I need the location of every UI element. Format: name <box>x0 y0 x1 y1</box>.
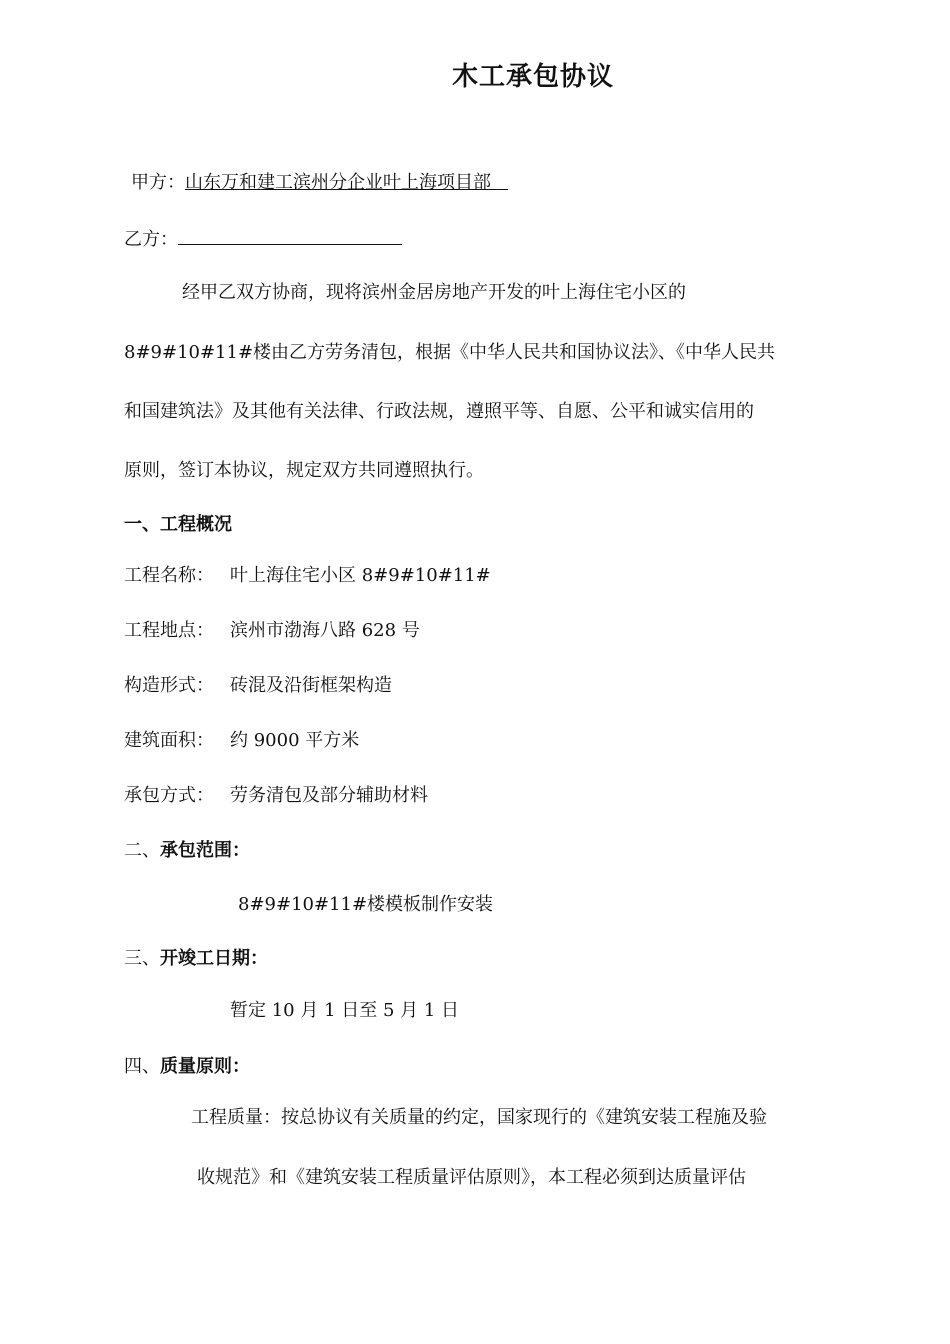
section3-title: 开竣工日期： <box>160 948 268 969</box>
section2-prefix: 二、 <box>124 840 160 861</box>
project-location-label: 工程地点： <box>124 620 214 641</box>
intro-line-3: 和国建筑法》及其他有关法律、行政法规，遵照平等、自愿、公平和诚实信用的 <box>124 401 754 422</box>
document-title: 木工承包协议 <box>452 62 615 92</box>
section4-title: 质量原则： <box>160 1056 250 1077</box>
section4-prefix: 四、 <box>124 1056 160 1077</box>
intro-line-4: 原则，签订本协议，规定双方共同遵照执行。 <box>124 460 484 481</box>
contract-method-value: 劳务清包及部分辅助材料 <box>230 785 428 806</box>
section3-heading <box>124 948 268 970</box>
party-b-line <box>124 228 402 251</box>
project-name-label: 工程名称： <box>124 565 214 586</box>
contract-method-label: 承包方式： <box>124 785 214 806</box>
project-name-value: 叶上海住宅小区 8#9#10#11# <box>230 565 491 586</box>
building-area-value: 约 9000 平方米 <box>230 730 360 751</box>
section4-heading <box>124 1056 250 1078</box>
section2-title: 承包范围： <box>160 840 250 861</box>
structure-type-label: 构造形式： <box>124 675 214 696</box>
intro-line-1: 经甲乙双方协商，现将滨州金居房地产开发的叶上海住宅小区的 <box>182 282 686 303</box>
structure-type-row <box>124 675 392 697</box>
section3-prefix: 三、 <box>124 948 160 969</box>
building-area-label: 建筑面积： <box>124 730 214 751</box>
building-area-row <box>124 730 359 752</box>
structure-type-value: 砖混及沿街框架构造 <box>230 675 392 696</box>
project-location-row <box>124 620 420 642</box>
section2-heading <box>124 840 250 862</box>
section3-content: 暂定 10 月 1 日至 5 月 1 日 <box>230 1000 460 1021</box>
contract-method-row <box>124 785 428 807</box>
intro-line-2: 8#9#10#11#楼由乙方劳务清包，根据《中华人民共和国协议法》、《中华人民共 <box>124 342 776 363</box>
party-b-blank <box>178 228 402 245</box>
party-a-value: 山东万和建工滨州分企业叶上海项目部 <box>185 172 497 193</box>
party-b-label: 乙方： <box>124 229 178 250</box>
section4-content-line-2: 收规范》和《建筑安装工程质量评估原则》，本工程必须到达质量评估 <box>197 1167 746 1188</box>
party-a-line <box>131 172 508 194</box>
section1-heading: 一、工程概况 <box>124 514 232 535</box>
project-location-value: 滨州市渤海八路 628 号 <box>230 620 420 641</box>
party-a-label: 甲方： <box>131 172 185 193</box>
section4-content-line-1: 工程质量：按总协议有关质量的约定，国家现行的《建筑安装工程施及验 <box>191 1107 767 1128</box>
section2-content: 8#9#10#11#楼模板制作安装 <box>238 894 494 915</box>
project-name-row <box>124 565 491 587</box>
